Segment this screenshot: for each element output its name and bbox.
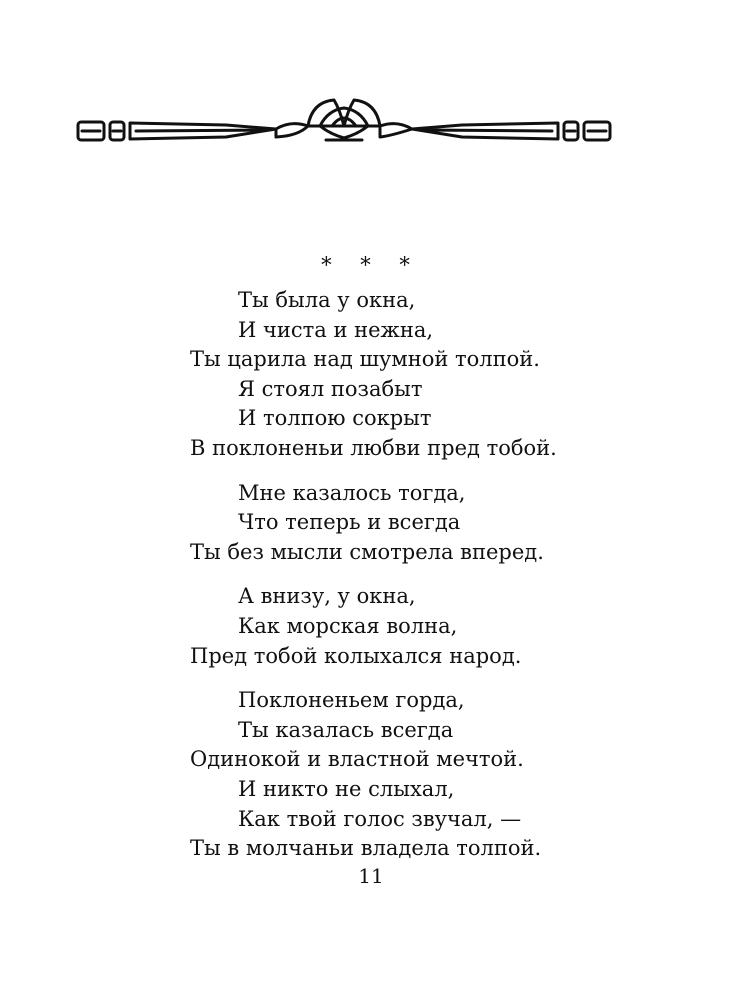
stanza	[190, 286, 610, 464]
poem-line: Ты царила над шумной толпой.	[190, 347, 540, 372]
poem-body	[190, 286, 610, 879]
poem-line: Я стоял позабыт	[238, 376, 423, 401]
stanza	[190, 479, 610, 568]
poem-line: Что теперь и всегда	[238, 510, 461, 535]
page-number: 11	[358, 864, 384, 888]
poem-line: Одинокой и властной мечтой.	[190, 747, 524, 772]
poem-line: Мне казалось тогда,	[238, 480, 466, 505]
stanza	[190, 582, 610, 671]
poem-line: Ты казалась всегда	[238, 717, 454, 742]
decorative-header-ornament	[76, 96, 612, 148]
section-asterism: * * *	[321, 253, 421, 277]
poem-line: Как морская волна,	[238, 613, 458, 638]
poem-line: Поклоненьем горда,	[238, 688, 465, 713]
poem-line: И толпою сокрыт	[238, 406, 432, 431]
poem-line: Ты без мысли смотрела вперед.	[190, 539, 544, 564]
poem-line: И никто не слыхал,	[238, 776, 455, 801]
poem-line: Ты в молчаньи владела толпой.	[190, 836, 542, 861]
poem-line: Пред тобой колыхался народ.	[190, 643, 522, 668]
stanza	[190, 686, 610, 864]
poem-line: И чиста и нежна,	[238, 317, 434, 342]
poem-line: А внизу, у окна,	[238, 584, 416, 609]
poem-line: В поклоненьи любви пред тобой.	[190, 435, 557, 460]
poem-line: Как твой голос звучал, —	[238, 806, 522, 831]
poem-line: Ты была у окна,	[238, 288, 416, 312]
